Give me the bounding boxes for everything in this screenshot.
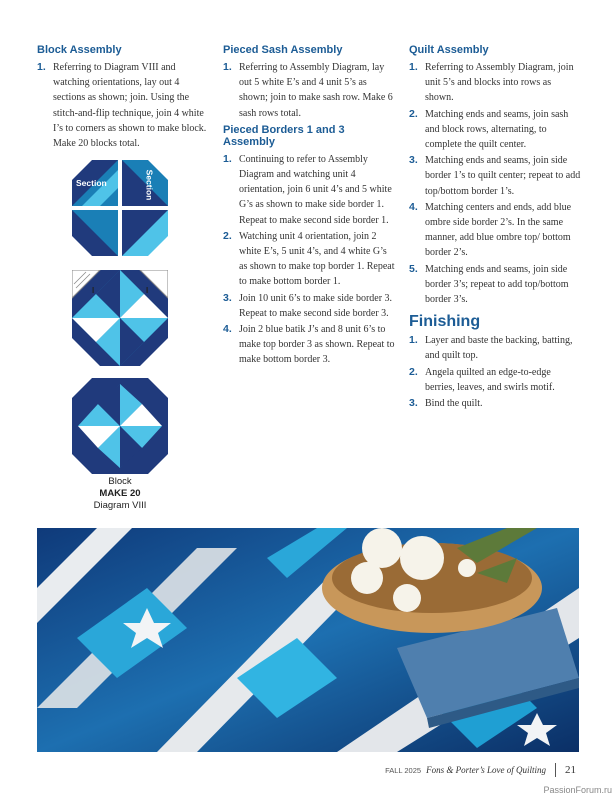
page-number: 21 xyxy=(565,764,576,776)
caption-make: MAKE 20 xyxy=(99,488,141,499)
pieced-sash-steps xyxy=(223,60,395,121)
step-text: Bind the quilt. xyxy=(425,398,483,410)
step-text: Angela quilted an edge-to-edge berries, leaves, and swirls motif. xyxy=(425,366,555,393)
step-text: Continuing to refer to Assembly Diagram and watching unit 4 orientation, join 6 unit 4’s and 5 white G’s as shown to make side border 1. Repeat to make second side border 1. xyxy=(239,153,392,226)
section-pair-diagram xyxy=(72,160,168,261)
step-text: Matching ends and seams, join side border 3’s; repeat to add top/bottom border 3’s. xyxy=(425,263,569,306)
step-number: 2. xyxy=(223,229,232,242)
step-text: Layer and baste the backing, batting, and quilt top. xyxy=(425,335,573,362)
block-with-corners-diagram xyxy=(72,270,168,371)
step-text: Watching unit 4 orientation, join 2 white E’s, 5 unit 4’s, and 4 white G’s as shown to make top border 1. Repeat to make bottom border 1. xyxy=(239,230,395,288)
quilt-photo-illustration xyxy=(37,528,579,752)
watermark: PassionForum.ru xyxy=(543,785,612,795)
step-text: Matching ends and seams, join sash and block rows, alternating, to complete the quilt center. xyxy=(425,108,569,151)
quilt-assembly-steps xyxy=(409,60,581,307)
pieced-borders-steps xyxy=(223,152,395,368)
caption-diagram: Diagram VIII xyxy=(93,500,147,511)
list-item xyxy=(409,262,581,308)
i-label-left: I xyxy=(92,286,95,295)
step-text: Matching centers and ends, add blue ombre side border 2’s. In the same manner, add blue ombre top/ bottom border 2’s. xyxy=(425,201,572,259)
finishing-heading: Finishing xyxy=(409,313,481,331)
quilt-assembly-heading: Quilt Assembly xyxy=(409,44,489,56)
step-text: Join 2 blue batik J’s and 8 unit 6’s to make top border 3 as shown. Repeat to make bottom border 3. xyxy=(239,324,395,366)
step-text: Join 10 unit 6’s to make side border 3. Repeat to make second side border 3. xyxy=(239,292,393,319)
pieced-borders-heading: Pieced Borders 1 and 3 Assembly xyxy=(223,123,345,148)
step-number: 5. xyxy=(409,262,418,275)
block-assembly-heading: Block Assembly xyxy=(37,44,122,56)
step-number: 3. xyxy=(223,291,232,304)
step-text: Matching ends and seams, join side border 1’s to quilt center; repeat to add top/bottom border 1’s. xyxy=(425,155,581,197)
step-number: 1. xyxy=(409,61,418,73)
list-item xyxy=(409,396,581,411)
magazine-name: Fons & Porter’s Love of Quilting xyxy=(426,765,546,775)
page-footer xyxy=(385,763,576,777)
list-item xyxy=(409,365,581,395)
finished-block-diagram xyxy=(72,378,168,479)
sash-borders-section xyxy=(223,44,395,369)
list-item xyxy=(409,200,581,261)
block-assembly-steps xyxy=(37,60,209,151)
list-item xyxy=(223,60,395,121)
step-number: 3. xyxy=(409,154,418,167)
step-text: Referring to Assembly Diagram, join unit 5’s and blocks into rows as shown. xyxy=(425,62,574,104)
list-item xyxy=(223,322,395,368)
list-item xyxy=(223,229,395,290)
step-number: 1. xyxy=(223,152,232,165)
step-text: Referring to Diagram VIII and watching orientations, lay out 4 sections as shown; join. Using the stitch-and-flip technique, join 4 white I’s to corners as shown to make block. Make 20 blocks total. xyxy=(53,62,207,150)
list-item xyxy=(223,152,395,228)
i-label-right: I xyxy=(146,286,149,295)
section-label-rotated: Section xyxy=(144,169,155,201)
step-number: 2. xyxy=(409,107,418,120)
list-item xyxy=(409,153,581,199)
list-item xyxy=(409,60,581,106)
step-number: 4. xyxy=(223,323,232,336)
step-number: 1. xyxy=(223,61,232,73)
list-item xyxy=(223,291,395,321)
block-star-illustration xyxy=(72,270,168,366)
step-text: Referring to Assembly Diagram, lay out 5 white E’s and 4 unit 5’s as shown; join to make sash row. Make 6 sash rows total. xyxy=(239,62,393,119)
list-item xyxy=(37,60,209,151)
block-assembly-section xyxy=(37,44,209,152)
quilt-finishing-section xyxy=(409,44,581,412)
caption-block: Block xyxy=(108,476,132,487)
finishing-steps xyxy=(409,333,581,411)
step-number: 1. xyxy=(409,334,418,347)
list-item xyxy=(409,107,581,153)
step-number: 2. xyxy=(409,365,418,378)
diagram-caption xyxy=(60,476,180,512)
step-number: 4. xyxy=(409,200,418,213)
pieced-sash-heading: Pieced Sash Assembly xyxy=(223,44,343,56)
step-number: 1. xyxy=(37,61,46,73)
finished-block-illustration xyxy=(72,378,168,474)
footer-divider xyxy=(555,763,556,777)
section-label: Section xyxy=(76,178,107,188)
step-number: 3. xyxy=(409,397,418,410)
quilt-photo xyxy=(37,528,579,752)
list-item xyxy=(409,333,581,363)
issue-label: FALL 2025 xyxy=(385,765,422,775)
